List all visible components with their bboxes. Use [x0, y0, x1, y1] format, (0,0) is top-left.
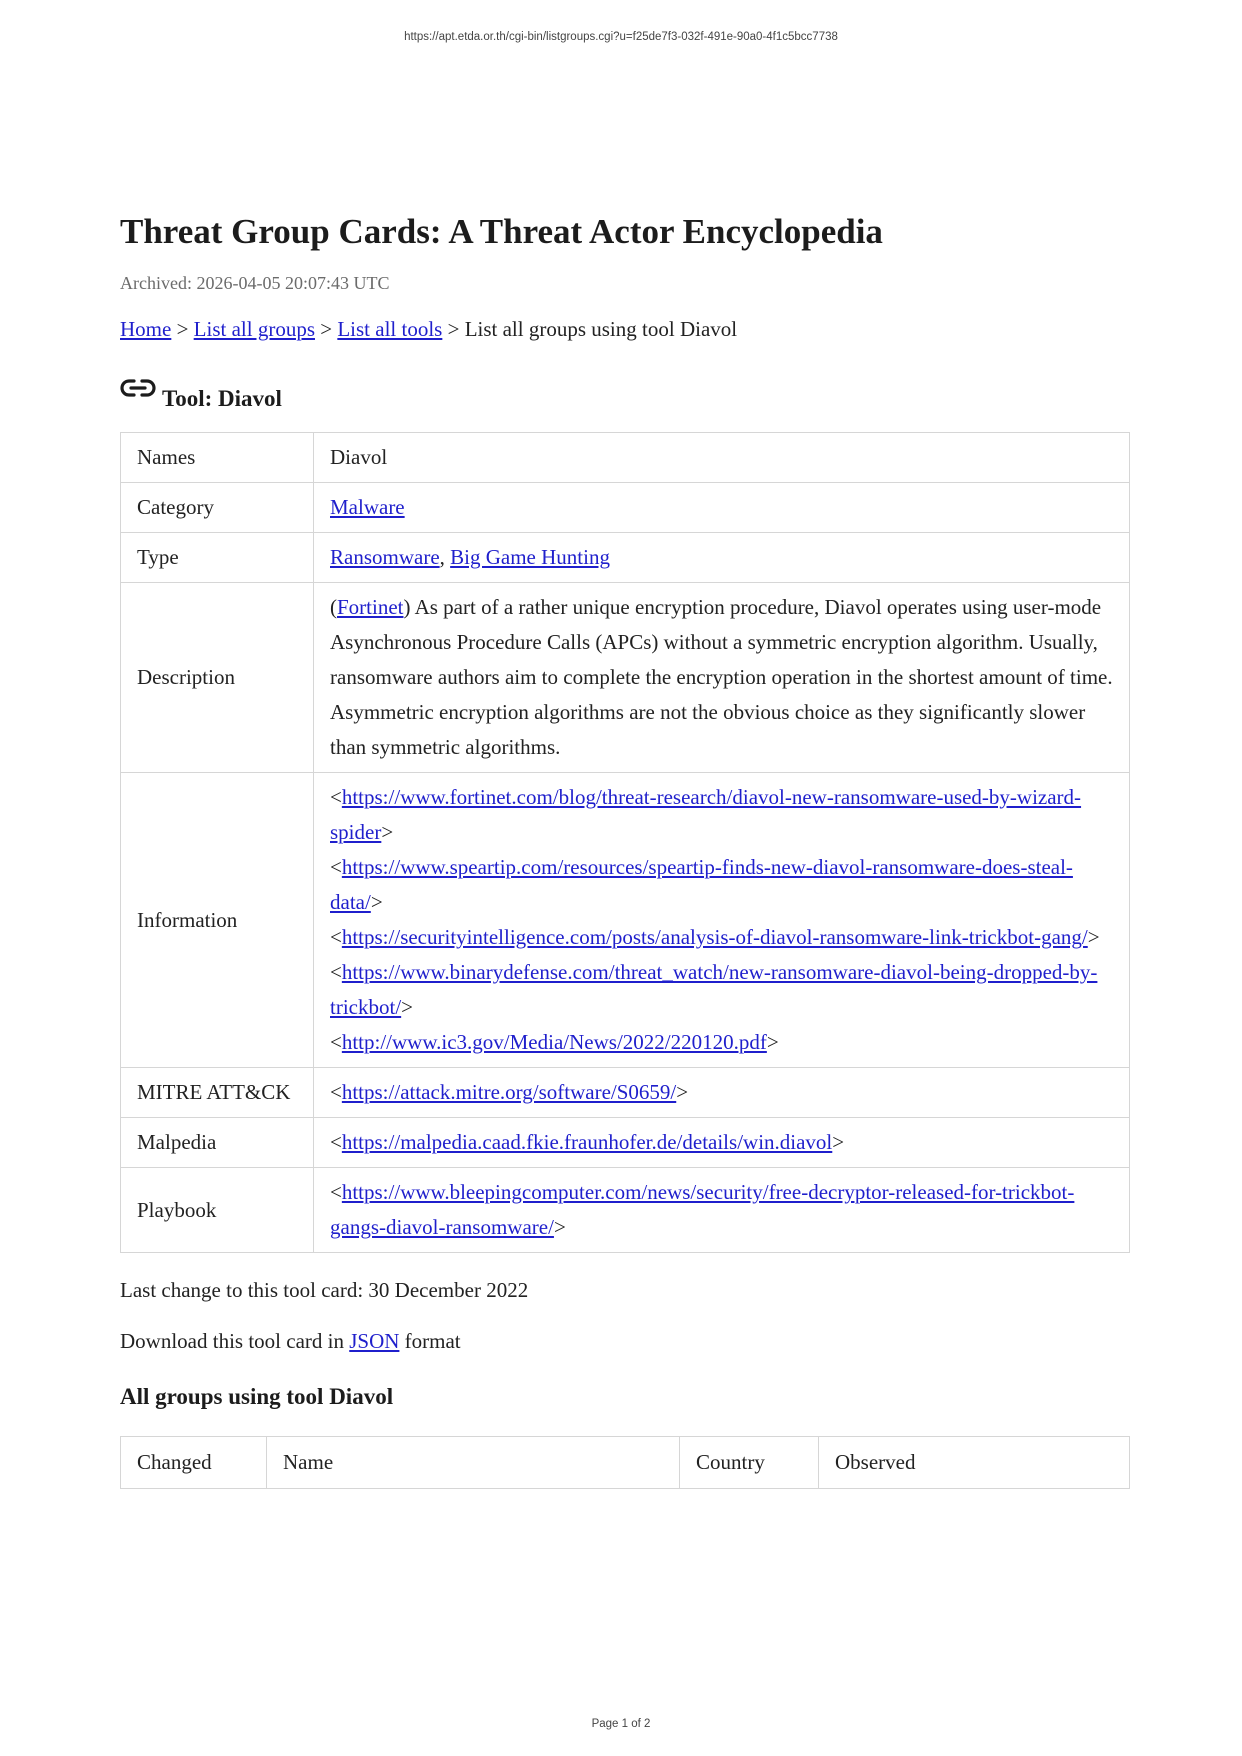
breadcrumb-current: List all groups using tool Diavol [464, 317, 738, 341]
malpedia-label: Malpedia [121, 1118, 314, 1168]
table-row [121, 483, 1130, 533]
mitre-cell: <https://attack.mitre.org/software/S0659/> [314, 1068, 1130, 1118]
malpedia-link[interactable]: https://malpedia.caad.fkie.fraunhofer.de/details/win.diavol [341, 1130, 833, 1154]
breadcrumb [120, 317, 1130, 342]
information-link-item: <https://securityintelligence.com/posts/analysis-of-diavol-ransomware-link-trickbot-gang/> [330, 925, 1100, 949]
mitre-label: MITRE ATT&CK [121, 1068, 314, 1118]
column-header-country[interactable]: Country [680, 1437, 819, 1489]
json-download-link[interactable]: JSON [349, 1329, 400, 1353]
information-link[interactable]: https://www.speartip.com/resources/speartip-finds-new-diavol-ransomware-does-steal-data/ [330, 855, 1073, 914]
column-header-changed[interactable]: Changed [121, 1437, 267, 1489]
description-source-link[interactable]: Fortinet [337, 595, 404, 619]
information-link[interactable]: https://securityintelligence.com/posts/analysis-of-diavol-ransomware-link-trickbot-gang/ [341, 925, 1088, 949]
information-cell [314, 773, 1130, 1068]
type-label: Type [121, 533, 314, 583]
category-link[interactable]: Malware [330, 495, 405, 519]
description-cell: (Fortinet) As part of a rather unique encryption procedure, Diavol operates using user-mode Asynchronous Procedure Calls (APCs) without a symmetric encryption algorithm. Usually, ransomware authors aim to complete the encryption operation in the shortest amount of time. Asymmetric encryption algorithms are not the obvious choice as they significantly slower than symmetric algorithms. [314, 583, 1130, 773]
table-row [121, 583, 1130, 773]
table-row [121, 773, 1130, 1068]
groups-section-title: All groups using tool Diavol [120, 1384, 394, 1409]
category-cell [314, 483, 1130, 533]
column-header-observed[interactable]: Observed [819, 1437, 1130, 1489]
information-link[interactable]: https://www.fortinet.com/blog/threat-research/diavol-new-ransomware-used-by-wizard-spider [330, 785, 1082, 844]
last-change-text: Last change to this tool card: 30 December 2022 [120, 1278, 529, 1302]
table-row [121, 1168, 1130, 1253]
download-prefix: Download this tool card in [120, 1329, 344, 1353]
information-link-item: <https://www.fortinet.com/blog/threat-research/diavol-new-ransomware-used-by-wizard-spider> [330, 785, 1082, 844]
playbook-label: Playbook [121, 1168, 314, 1253]
description-label: Description [121, 583, 314, 773]
column-header-name[interactable]: Name [267, 1437, 680, 1489]
information-label: Information [121, 773, 314, 1068]
information-link-item: <https://www.binarydefense.com/threat_watch/new-ransomware-diavol-being-dropped-by-trickbot/> [330, 960, 1098, 1019]
breadcrumb-separator: > [176, 317, 189, 341]
playbook-cell: <https://www.bleepingcomputer.com/news/security/free-decryptor-released-for-trickbot-gangs-diavol-ransomware/> [314, 1168, 1130, 1253]
page-title: Threat Group Cards: A Threat Actor Encyclopedia [120, 212, 883, 251]
information-link[interactable]: http://www.ic3.gov/Media/News/2022/220120.pdf [341, 1030, 767, 1054]
print-header-url: https://apt.etda.or.th/cgi-bin/listgroups.cgi?u=f25de7f3-032f-491e-90a0-4f1c5bcc7738 [404, 31, 838, 43]
groups-table-header [121, 1437, 1130, 1489]
breadcrumb-separator: > [320, 317, 333, 341]
breadcrumb-all-groups-link[interactable]: List all groups [193, 317, 315, 341]
table-row [121, 1118, 1130, 1168]
mitre-link[interactable]: https://attack.mitre.org/software/S0659/ [341, 1080, 677, 1104]
main-content [120, 210, 1130, 1489]
names-label: Names [121, 433, 314, 483]
information-link-item: <https://www.speartip.com/resources/speartip-finds-new-diavol-ransomware-does-steal-data/> [330, 855, 1073, 914]
information-link-item: <http://www.ic3.gov/Media/News/2022/220120.pdf> [330, 1030, 779, 1054]
category-label: Category [121, 483, 314, 533]
breadcrumb-separator: > [447, 317, 460, 341]
page-number: Page 1 of 2 [591, 1718, 651, 1730]
names-value: Diavol [314, 433, 1130, 483]
link-icon [120, 374, 156, 404]
table-row [121, 433, 1130, 483]
information-link[interactable]: https://www.binarydefense.com/threat_watch/new-ransomware-diavol-being-dropped-by-trickbot/ [330, 960, 1098, 1019]
table-row [121, 533, 1130, 583]
malpedia-cell: <https://malpedia.caad.fkie.fraunhofer.de/details/win.diavol> [314, 1118, 1130, 1168]
breadcrumb-home-link[interactable]: Home [120, 317, 172, 341]
type-cell [314, 533, 1130, 583]
tool-details-table [120, 432, 1130, 1253]
type-link-ransomware[interactable]: Ransomware [330, 545, 440, 569]
table-row [121, 1068, 1130, 1118]
tool-heading [120, 382, 1130, 412]
download-suffix: format [404, 1329, 461, 1353]
description-text: ) As part of a rather unique encryption procedure, Diavol operates using user-mode Asynchronous Procedure Calls (APCs) without a symmetric encryption algorithm. Usually, ransomware authors aim to complete the encryption operation in the shortest amount of time. Asymmetric encryption algorithms are not the obvious choice as they significantly slower than symmetric algorithms. [330, 595, 1113, 759]
groups-table [120, 1436, 1130, 1489]
breadcrumb-all-tools-link[interactable]: List all tools [337, 317, 443, 341]
download-line [120, 1329, 1130, 1354]
type-link-big-game-hunting[interactable]: Big Game Hunting [450, 545, 610, 569]
tool-heading-text: Tool: Diavol [162, 386, 282, 411]
playbook-link[interactable]: https://www.bleepingcomputer.com/news/security/free-decryptor-released-for-trickbot-gangs-diavol-ransomware/ [330, 1180, 1075, 1239]
type-separator: , [439, 545, 451, 569]
archived-timestamp: Archived: 2026-04-05 20:07:43 UTC [120, 273, 390, 293]
